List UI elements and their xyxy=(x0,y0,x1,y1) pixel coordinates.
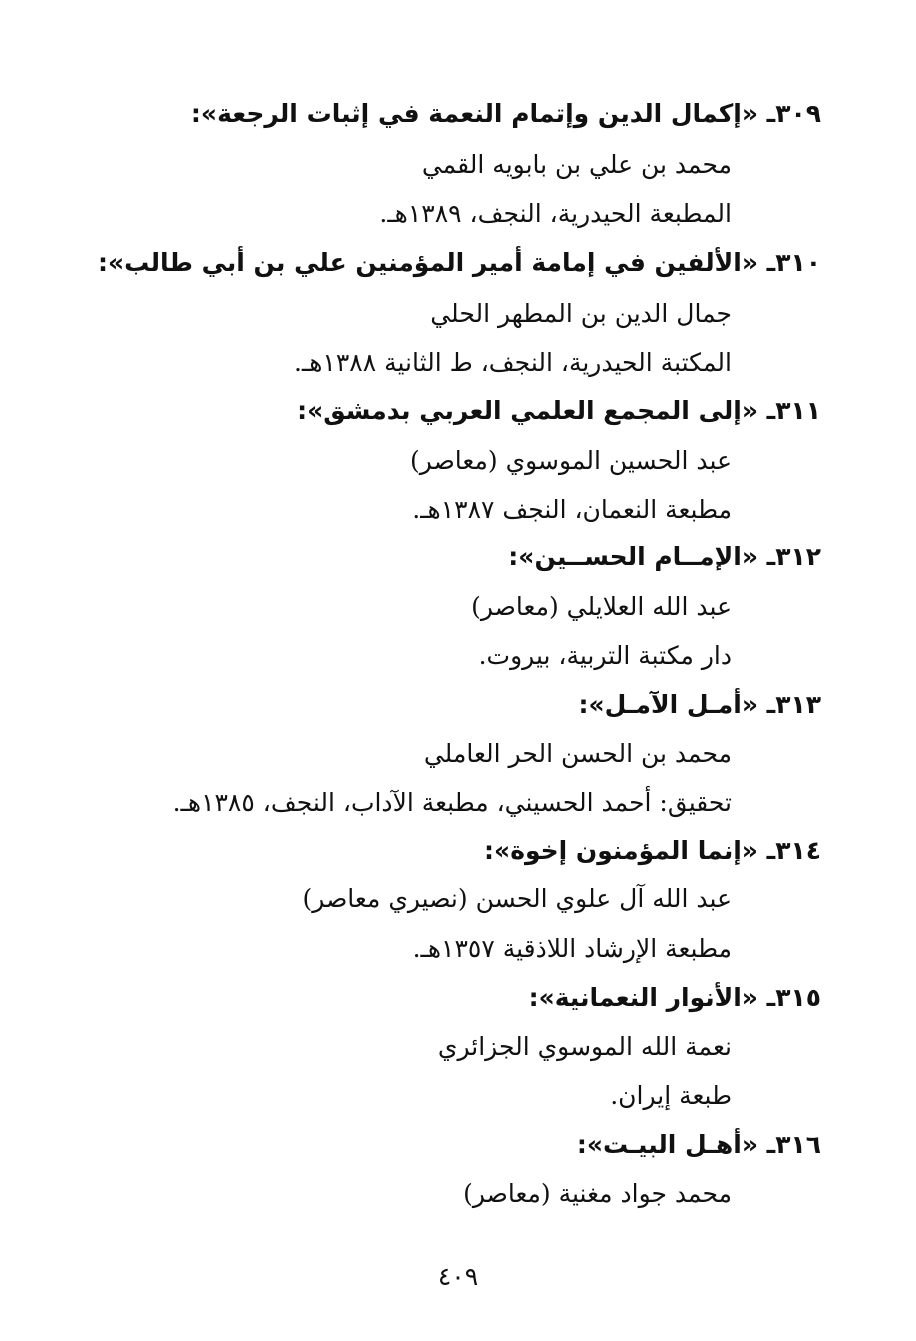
entry-publisher-310: المكتبة الحيدرية، النجف، ط الثانية ١٣٨٨هـ. xyxy=(293,348,732,377)
entry-publisher-311: مطبعة النعمان، النجف ١٣٨٧هـ. xyxy=(412,495,732,524)
entry-author-310: جمال الدين بن المطهر الحلي xyxy=(430,299,732,328)
entry-author-312: عبد الله العلايلي (معاصر) xyxy=(471,592,732,621)
entry-title-311: ٣١١ـ «إلى المجمع العلمي العربي بدمشق»: xyxy=(297,396,821,425)
page-number: ٤٠٩ xyxy=(437,1262,479,1291)
entry-publisher-309: المطبعة الحيدرية، النجف، ١٣٨٩هـ. xyxy=(379,199,732,228)
entry-title-315: ٣١٥ـ «الأنوار النعمانية»: xyxy=(528,983,821,1012)
entry-author-311: عبد الحسين الموسوي (معاصر) xyxy=(410,446,732,475)
entry-title-316: ٣١٦ـ «أهـل البيـت»: xyxy=(576,1130,821,1159)
entry-title-309: ٣٠٩ـ «إكمال الدين وإتمام النعمة في إثبات الرجعة»: xyxy=(190,99,821,128)
entry-publisher-315: طبعة إيران. xyxy=(610,1081,732,1110)
entry-author-314: عبد الله آل علوي الحسن (نصيري معاصر) xyxy=(302,884,732,913)
entry-publisher-313: تحقيق: أحمد الحسيني، مطبعة الآداب، النجف، ١٣٨٥هـ. xyxy=(172,788,732,817)
entry-title-312: ٣١٢ـ «الإمــام الحســين»: xyxy=(508,542,821,571)
entry-author-313: محمد بن الحسن الحر العاملي xyxy=(423,739,732,768)
entry-author-316: محمد جواد مغنية (معاصر) xyxy=(463,1179,732,1208)
entry-title-313: ٣١٣ـ «أمـل الآمـل»: xyxy=(578,690,821,719)
entry-author-309: محمد بن علي بن بابويه القمي xyxy=(421,150,732,179)
entry-publisher-312: دار مكتبة التربية، بيروت. xyxy=(478,641,732,670)
entry-title-314: ٣١٤ـ «إنما المؤمنون إخوة»: xyxy=(484,836,821,865)
entry-author-315: نعمة الله الموسوي الجزائري xyxy=(437,1032,732,1061)
entry-publisher-314: مطبعة الإرشاد اللاذقية ١٣٥٧هـ. xyxy=(412,934,732,963)
entry-title-310: ٣١٠ـ «الألفين في إمامة أمير المؤمنين علي بن أبي طالب»: xyxy=(97,248,821,277)
